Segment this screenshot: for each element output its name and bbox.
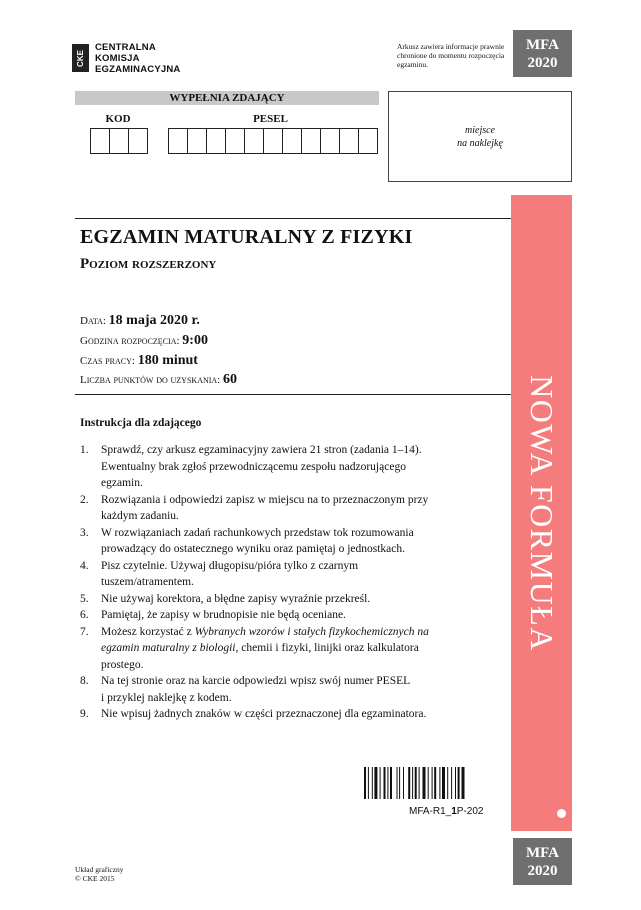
pesel-box[interactable] (340, 129, 359, 153)
protected-info-note: Arkusz zawiera informacje prawnie chronione do momentu rozpoczęcia egzaminu. (397, 42, 505, 69)
kod-input-boxes[interactable] (90, 128, 148, 154)
pesel-box[interactable] (283, 129, 302, 153)
pesel-box[interactable] (321, 129, 340, 153)
instruction-item: 1. Sprawdź, czy arkusz egzaminacyjny zawiera 21 stron (zadania 1–14). Ewentualny brak zgłoś przewodniczącemu zespołu nadzorującego egzamin. (80, 444, 422, 489)
barcode-bar (412, 767, 413, 799)
divider-title-top (75, 218, 511, 219)
band-dot (557, 809, 566, 818)
barcode-bar (432, 767, 433, 799)
instruction-item: 3. W rozwiązaniach zadań rachunkowych przedstaw tok rozumowania prowadzący do ostatecznego wyniku oraz pamiętaj o jednostkach. (80, 526, 414, 555)
new-formula-label: NOWA FORMUŁA (524, 374, 560, 652)
instruction-item: 6. Pamiętaj, że zapisy w brudnopisie nie będą oceniane. (80, 609, 346, 621)
pesel-box[interactable] (245, 129, 264, 153)
barcode-bar (374, 767, 377, 799)
barcode-bar (397, 767, 398, 799)
instruction-item: 9. Nie wpisuj żadnych znaków w części przeznaczonej dla egzaminatora. (80, 708, 427, 720)
exam-duration: Czas pracy: 180 minut (80, 353, 198, 368)
pesel-box[interactable] (207, 129, 226, 153)
barcode-bar (447, 767, 448, 799)
exam-code-badge-top: MFA 2020 (513, 30, 572, 77)
new-formula-label-wrap (511, 195, 572, 831)
pesel-box[interactable] (359, 129, 377, 153)
barcode-label: MFA-R1_1P-202 (409, 806, 484, 817)
candidate-fill-header: WYPEŁNIA ZDAJĄCY (75, 91, 379, 105)
pesel-box[interactable] (169, 129, 188, 153)
pesel-box[interactable] (264, 129, 283, 153)
footer-credit: Układ graficzny © CKE 2015 (75, 865, 124, 883)
barcode-bar (419, 767, 420, 799)
sticker-area: miejsce na naklejkę (388, 91, 572, 182)
barcode-bar (462, 767, 465, 799)
instruction-item: 7. Możesz korzystać z Wybranych wzorów i stałych fizykochemicznych na egzamin maturalny z biologii, chemii i fizyki, linijki oraz kalkulatora prostego. (80, 625, 429, 671)
kod-box[interactable] (129, 129, 147, 153)
barcode-bar (451, 767, 452, 799)
barcode-bar (372, 767, 373, 799)
cke-logo-text: CENTRALNA KOMISJA EGZAMINACYJNA (95, 42, 181, 75)
barcode-bar (455, 767, 456, 799)
barcode-bar (408, 767, 410, 799)
pesel-input-boxes[interactable] (168, 128, 378, 154)
kod-box[interactable] (110, 129, 129, 153)
kod-box[interactable] (91, 129, 110, 153)
divider-details-bottom (75, 394, 511, 395)
exam-date: Data: 18 maja 2020 r. (80, 313, 200, 328)
instruction-item: 4. Pisz czytelnie. Używaj długopisu/pióra tylko z czarnym tuszem/atramentem. (80, 559, 359, 588)
pesel-box[interactable] (302, 129, 321, 153)
exam-points: Liczba punktów do uzyskania: 60 (80, 372, 237, 387)
exam-title: EGZAMIN MATURALNY Z FIZYKI (80, 226, 413, 248)
exam-code-badge-bottom: MFA 2020 (513, 838, 572, 885)
instruction-item: 5. Nie używaj korektora, a błędne zapisy wyraźnie przekreśl. (80, 592, 371, 605)
barcode-bar (384, 767, 386, 799)
instructions-list (80, 442, 490, 723)
barcode-bar (399, 767, 400, 799)
barcode-bar (442, 767, 445, 799)
cke-logo-mark: CKE (72, 44, 89, 72)
instruction-item: 2. Rozwiązania i odpowiedzi zapisz w miejscu na to przeznaczonym przy każdym zadaniu. (80, 493, 429, 522)
pesel-box[interactable] (188, 129, 207, 153)
instruction-item: 8. Na tej stronie oraz na karcie odpowiedzi wpisz swój numer PESEL i przyklej naklejkę z kodem. (80, 675, 411, 704)
exam-level: Poziom rozszerzony (80, 256, 217, 272)
barcode-bar (387, 767, 388, 799)
barcode-bar (415, 767, 417, 799)
barcode-bar (434, 767, 436, 799)
barcode (364, 767, 495, 799)
pesel-label: PESEL (253, 113, 288, 125)
kod-label: KOD (105, 113, 131, 125)
barcode-bar (380, 767, 381, 799)
barcode-bar (428, 767, 429, 799)
barcode-bar (439, 767, 440, 799)
barcode-bar (403, 767, 404, 799)
barcode-bar (364, 767, 366, 799)
barcode-bar (390, 767, 392, 799)
barcode-bar (368, 767, 369, 799)
pesel-box[interactable] (226, 129, 245, 153)
barcode-bar (423, 767, 426, 799)
barcode-bar (458, 767, 460, 799)
exam-start-time: Godzina rozpoczęcia: 9:00 (80, 333, 208, 348)
instructions-title: Instrukcja dla zdającego (80, 417, 202, 429)
